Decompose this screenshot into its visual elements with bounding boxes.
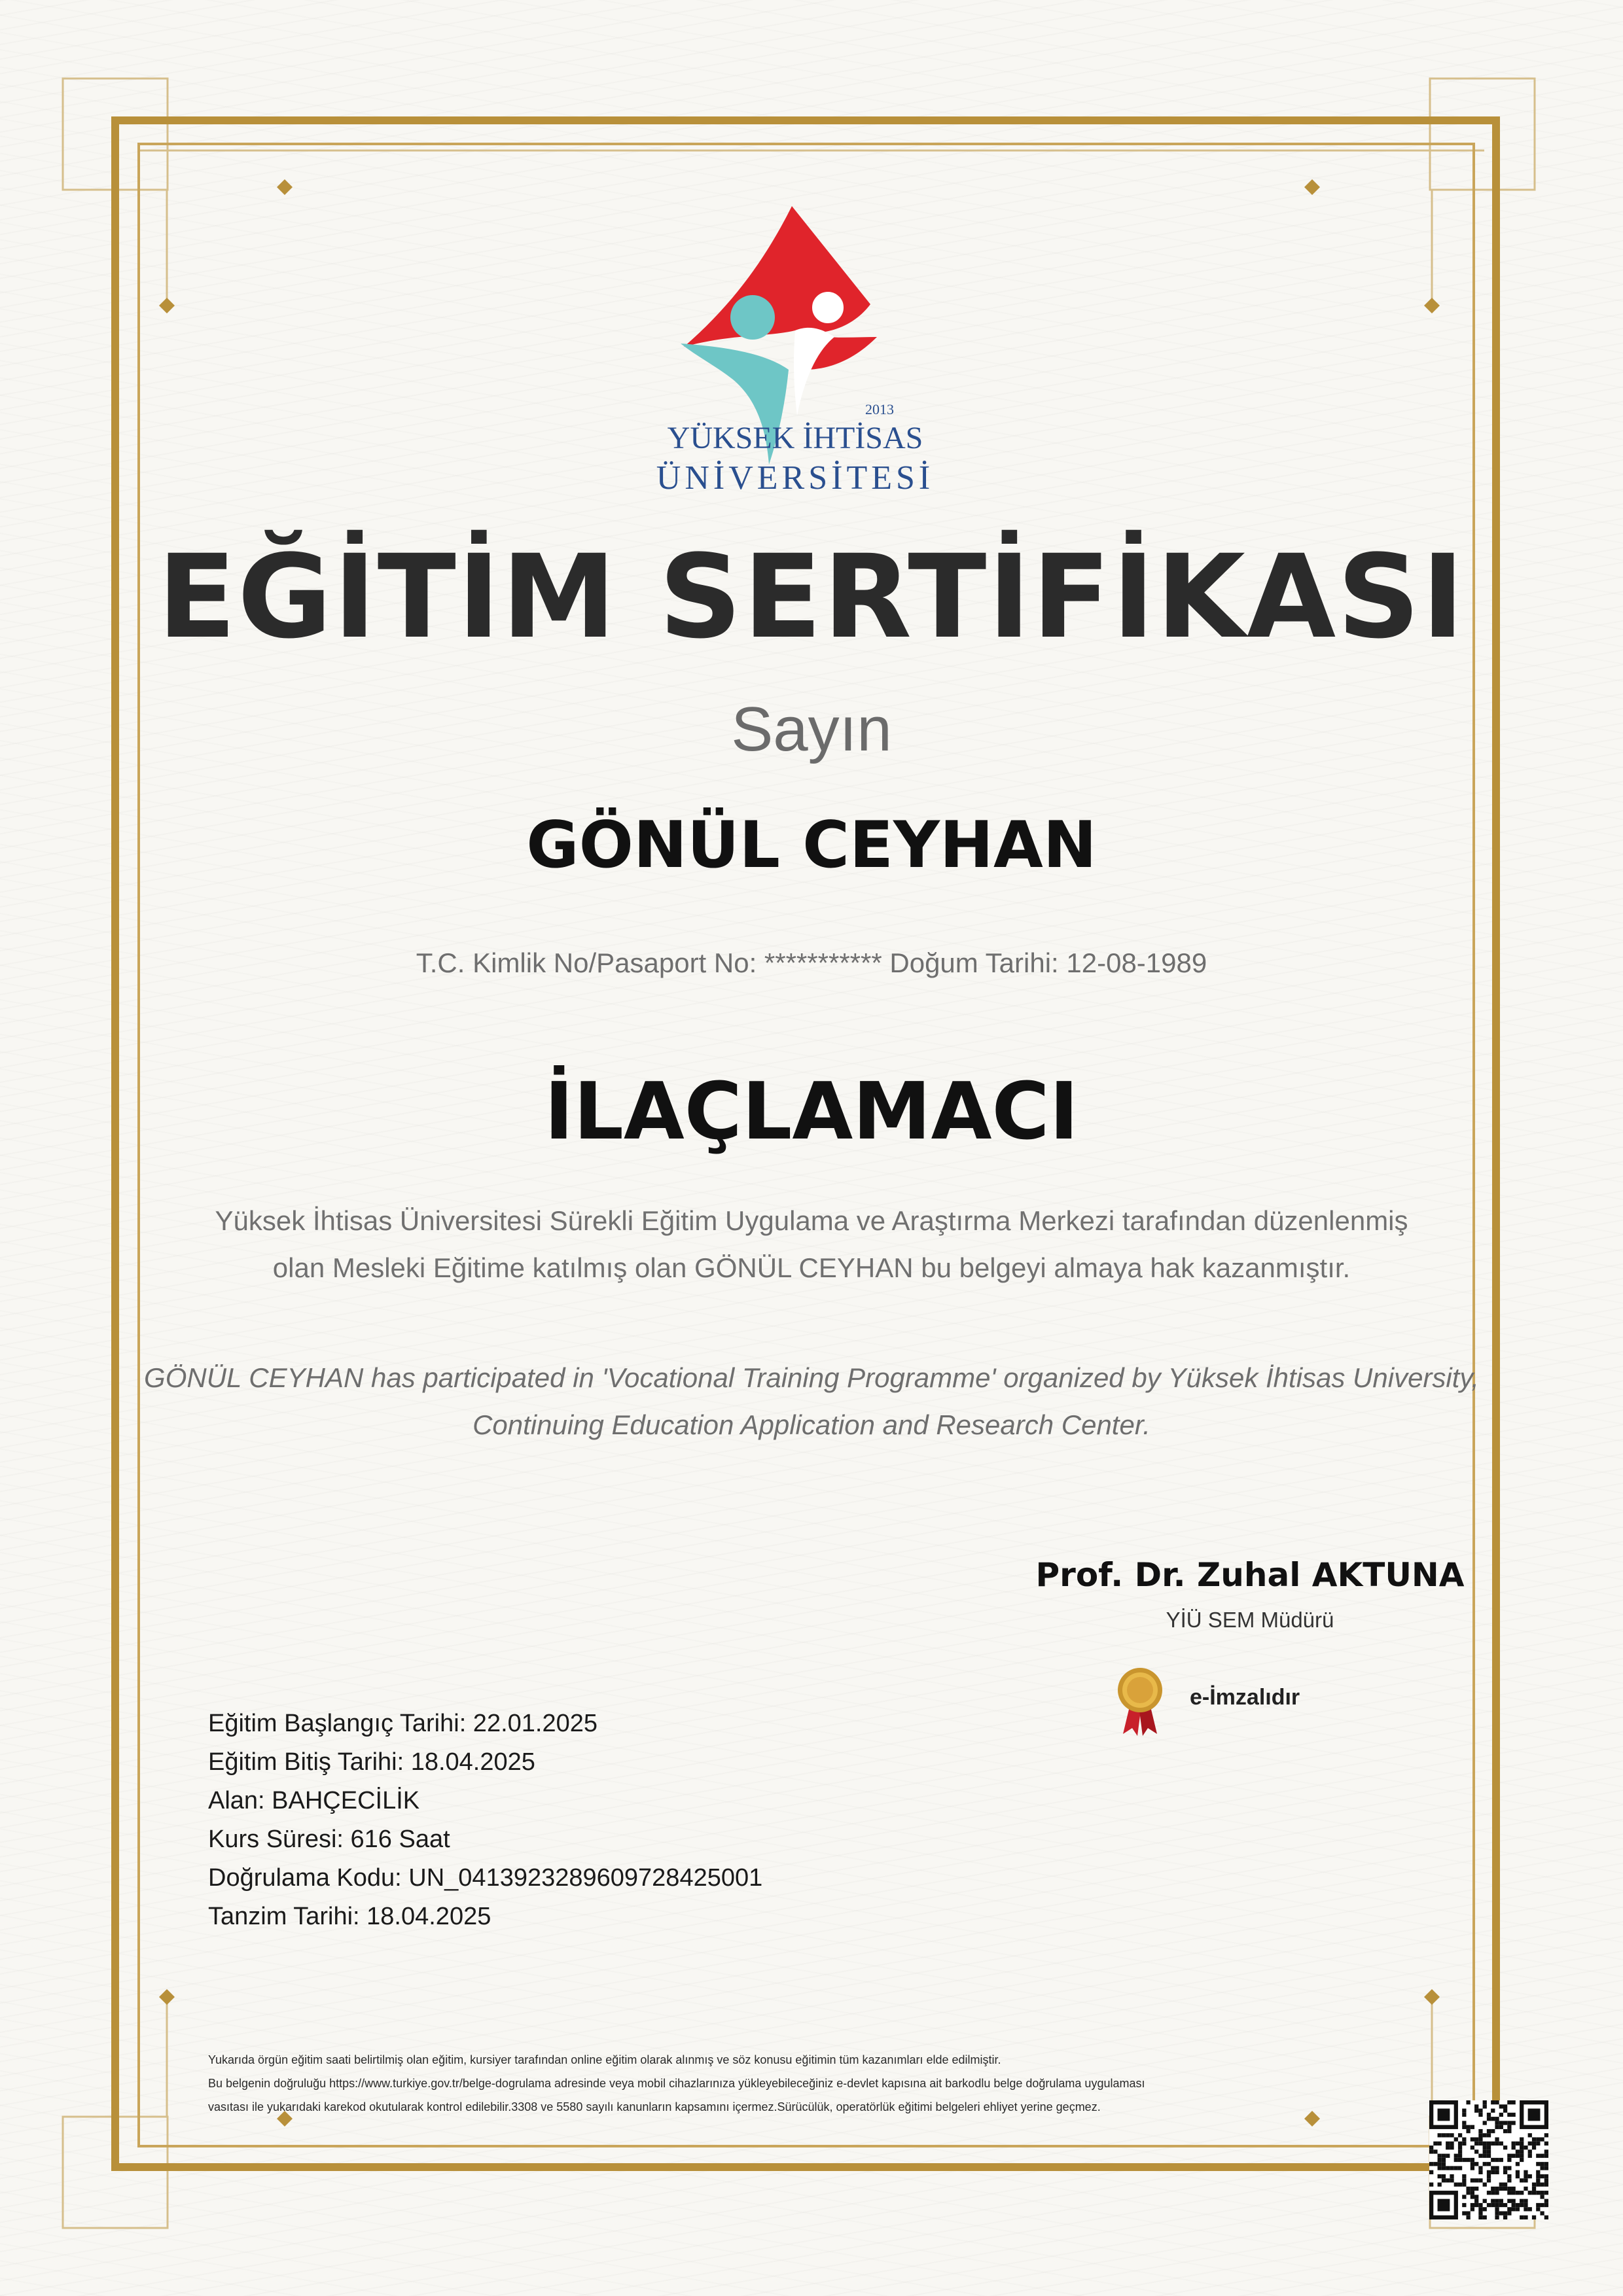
- e-signature-label: e-İmzalıdır: [1190, 1685, 1300, 1710]
- description-tr-line: Yüksek İhtisas Üniversitesi Sürekli Eğitim Uygulama ve Araştırma Merkezi tarafından düzenlenmiş: [215, 1205, 1408, 1236]
- detail-verification-code: Doğrulama Kodu: UN_0413923289609728425001: [208, 1864, 763, 1892]
- course-details: [208, 1704, 762, 1936]
- detail-start-date: Eğitim Başlangıç Tarihi: 22.01.2025: [208, 1710, 597, 1737]
- certificate-title: EĞİTİM SERTİFİKASI: [157, 530, 1466, 664]
- footnote-line: Bu belgenin doğruluğu https://www.turkiye.gov.tr/belge-dogrulama adresinde veya mobil cihazlarınıza yükleyebileceğiniz e-devlet kapısına ait barkodlu belge doğrulama uygulaması: [208, 2077, 1145, 2090]
- description-turkish: [0, 1197, 1623, 1292]
- footnote-line: Yukarıda örgün eğitim saati belirtilmiş olan eğitim, kursiyer tarafından online eğitim olarak alınmış ve söz konusu eğitimin tüm kazanımları elde edilmiştir.: [208, 2053, 1001, 2066]
- university-logo: [654, 206, 936, 507]
- logo-line-2: ÜNİVERSİTESİ: [656, 459, 935, 497]
- footnote: [208, 2048, 1425, 2119]
- signatory-name: Prof. Dr. Zuhal AKTUNA: [1035, 1556, 1465, 1594]
- greeting: Sayın: [731, 694, 892, 764]
- qr-code-icon[interactable]: [1429, 2100, 1548, 2219]
- description-en-line: Continuing Education Application and Research Center.: [473, 1409, 1150, 1440]
- detail-field: Alan: BAHÇECİLİK: [208, 1787, 420, 1814]
- description-tr-line: olan Mesleki Eğitime katılmış olan GÖNÜL CEYHAN bu belgeyi almaya hak kazanmıştır.: [272, 1252, 1351, 1283]
- description-english: [0, 1354, 1623, 1449]
- recipient-name: GÖNÜL CEYHAN: [526, 808, 1097, 883]
- logo-line-1: YÜKSEK İHTİSAS: [667, 421, 923, 455]
- logo-year: 2013: [865, 401, 894, 417]
- footnote-line: vasıtası ile yukarıdaki karekod okutularak kontrol edilebilir.3308 ve 5580 sayılı kanunların kapsamını içermez.Sürücülük, operatörlük eğitimi belgeleri ehliyet yerine geçmez.: [208, 2100, 1101, 2113]
- award-seal-icon: [1116, 1665, 1164, 1737]
- detail-issue-date: Tanzim Tarihi: 18.04.2025: [208, 1903, 491, 1930]
- signatory-title: YİÜ SEM Müdürü: [1166, 1608, 1334, 1632]
- detail-end-date: Eğitim Bitiş Tarihi: 18.04.2025: [208, 1748, 535, 1776]
- profession-title: İLAÇLAMACI: [544, 1067, 1079, 1157]
- identity-line: T.C. Kimlik No/Pasaport No: *********** Doğum Tarihi: 12-08-1989: [416, 947, 1207, 978]
- detail-duration: Kurs Süresi: 616 Saat: [208, 1826, 450, 1853]
- description-en-line: GÖNÜL CEYHAN has participated in 'Vocational Training Programme' organized by Yüksek İhtisas University,: [144, 1362, 1479, 1393]
